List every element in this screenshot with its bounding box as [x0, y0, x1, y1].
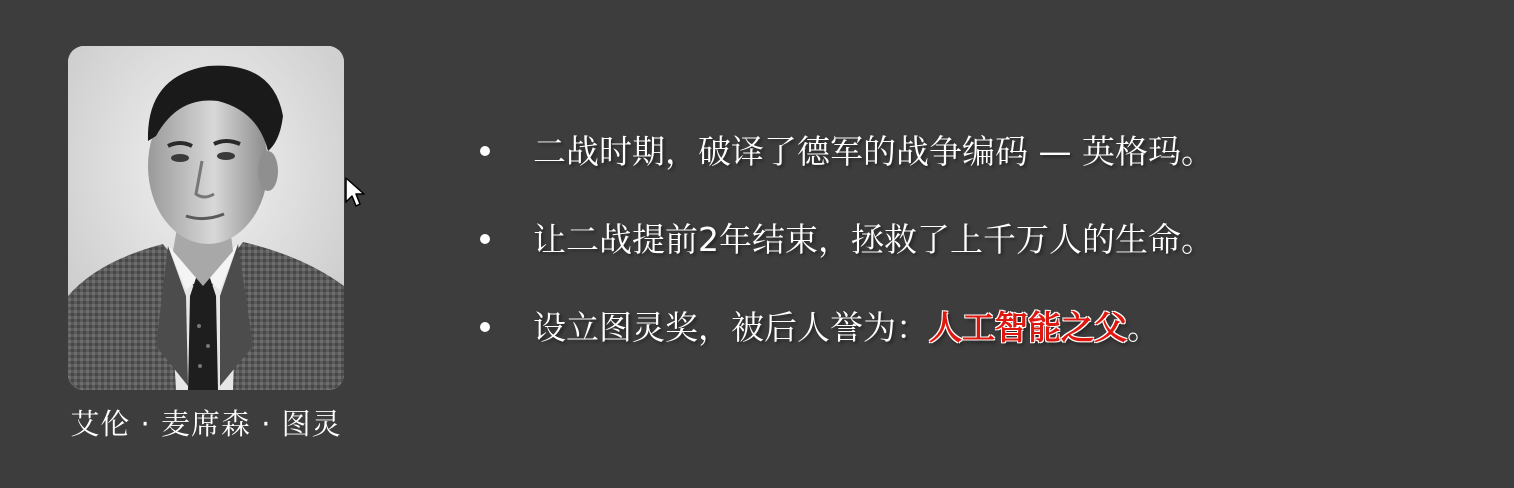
- bullet-item: [478, 122, 1214, 210]
- bullet-text-suffix: 。: [1127, 308, 1160, 347]
- bullet-dot-icon: [480, 234, 490, 244]
- bullet-list: [478, 122, 1214, 386]
- bullet-text-prefix: 设立图灵奖，被后人誉为：: [533, 308, 929, 347]
- bullet-text: 二战时期，破译了德军的战争编码 — 英格玛。: [533, 132, 1214, 171]
- mouse-cursor-icon: [344, 176, 366, 208]
- bullet-item: [478, 298, 1214, 386]
- portrait-image: [68, 46, 344, 390]
- portrait-caption: 艾伦 · 麦席森 · 图灵: [70, 407, 342, 441]
- portrait-photo: [68, 46, 344, 390]
- bullet-text: 让二战提前2年结束，拯救了上千万人的生命。: [533, 220, 1214, 259]
- bullet-dot-icon: [480, 146, 490, 156]
- bullet-dot-icon: [480, 322, 490, 332]
- highlight-text: 人工智能之父: [929, 308, 1127, 347]
- bullet-item: [478, 210, 1214, 298]
